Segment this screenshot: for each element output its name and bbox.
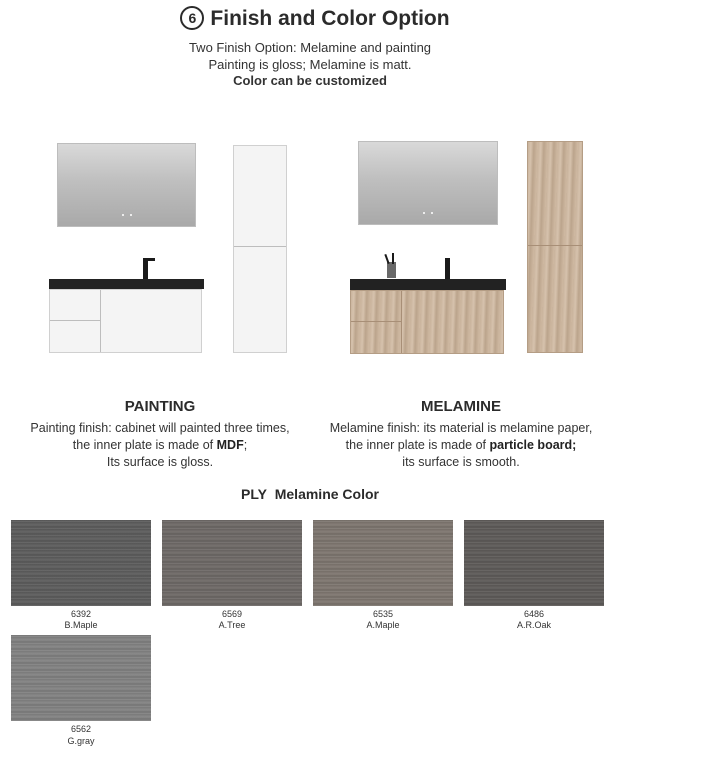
swatch-6535 xyxy=(313,520,453,606)
section-title-text: Finish and Color Option xyxy=(210,7,450,30)
ply-melamine-color-title: PLY Melamine Color xyxy=(241,486,379,502)
swatch-name: B.Maple xyxy=(64,620,98,630)
section-title xyxy=(0,6,630,31)
melamine-countertop xyxy=(350,279,506,290)
painting-heading: PAINTING xyxy=(124,398,196,415)
swatch-6562 xyxy=(11,635,151,721)
swatch-code: 6535 xyxy=(372,609,394,619)
swatch-6392 xyxy=(11,520,151,606)
painting-mirror xyxy=(57,143,196,227)
customize-line: Color can be customized xyxy=(233,73,387,88)
swatch-code: 6486 xyxy=(523,609,545,619)
melamine-tall-cabinet xyxy=(527,141,583,353)
melamine-mirror xyxy=(358,141,498,225)
melamine-toothbrush-cup xyxy=(387,262,396,278)
painting-faucet-spout xyxy=(143,258,155,261)
swatch-6569 xyxy=(162,520,302,606)
swatch-6486 xyxy=(464,520,604,606)
swatch-code: 6569 xyxy=(221,609,243,619)
painting-tall-cabinet xyxy=(233,145,287,353)
section-number-badge: 6 xyxy=(180,6,204,30)
swatch-code: 6392 xyxy=(70,609,92,619)
swatch-name: A.Tree xyxy=(218,620,246,630)
melamine-faucet xyxy=(445,258,450,281)
melamine-vanity-cabinet xyxy=(350,290,504,354)
painting-description: Painting finish: cabinet will painted three times, the inner plate is made of MDF; Its surface is gloss. xyxy=(30,421,290,469)
melamine-description: Melamine finish: its material is melamine paper, the inner plate is made of particle board; its surface is smooth. xyxy=(329,421,593,469)
painting-vanity-cabinet xyxy=(49,289,202,353)
finish-options-line: Two Finish Option: Melamine and painting xyxy=(188,40,432,55)
swatch-code: 6562 xyxy=(70,724,92,734)
melamine-heading: MELAMINE xyxy=(421,398,501,415)
painting-countertop xyxy=(49,279,204,289)
swatch-name: A.R.Oak xyxy=(516,620,551,630)
swatch-name: G.gray xyxy=(67,736,95,746)
swatch-name: A.Maple xyxy=(366,620,400,630)
finish-gloss-line: Painting is gloss; Melamine is matt. xyxy=(208,57,412,72)
